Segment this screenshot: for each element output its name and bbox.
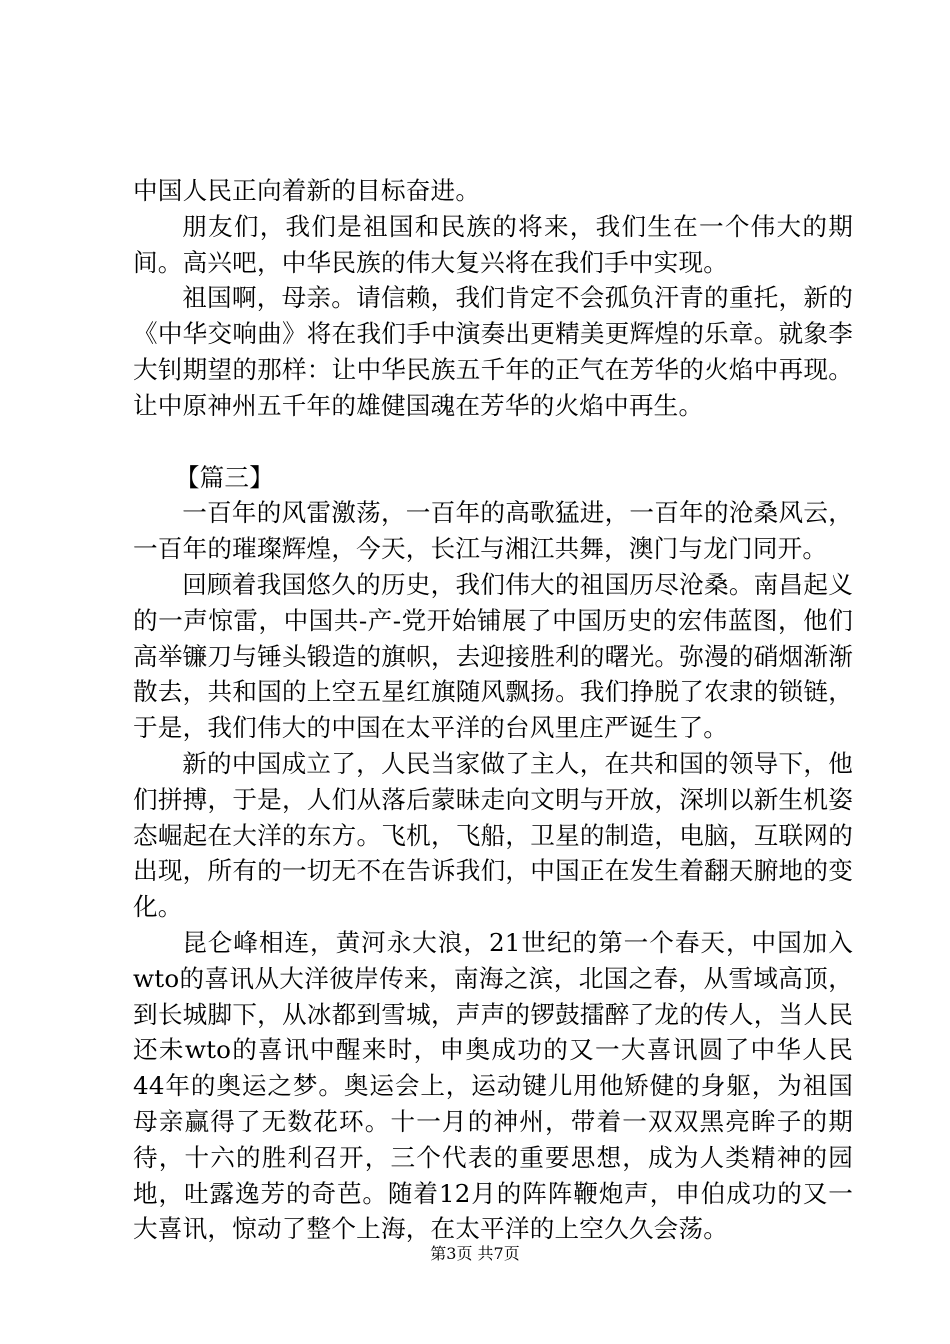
paragraph: 朋友们，我们是祖国和民族的将来，我们生在一个伟大的期间。高兴吧，中华民族的伟大复兴将在我们手中实现。: [133, 211, 853, 277]
page-footer: [0, 1244, 950, 1264]
paragraph: 一百年的风雷激荡，一百年的高歌猛进，一百年的沧桑风云，一百年的璀璨辉煌，今天，长江与湘江共舞，澳门与龙门同开。: [133, 498, 853, 564]
document-body: [133, 173, 853, 1247]
paragraph: 昆仑峰相连，黄河永大浪，21世纪的第一个春天，中国加入wto的喜讯从大洋彼岸传来，南海之滨，北国之春，从雪域高顶，到长城脚下，从冰都到雪城，声声的锣鼓擂醉了龙的传人，当人民还未wto的喜讯中醒来时，申奥成功的又一大喜讯圆了中华人民44年的奥运之梦。奥运会上，运动键儿用他矫健的身躯，为祖国母亲赢得了无数花环。十一月的神州，带着一双双黑亮眸子的期待，十六的胜利召开，三个代表的重要思想，成为人类精神的园地，吐露逸芳的奇芭。随着12月的阵阵鞭炮声，申伯成功的又一大喜讯，惊动了整个上海，在太平洋的上空久久会荡。: [133, 927, 853, 1244]
paragraph: 祖国啊，母亲。请信赖，我们肯定不会孤负汗青的重托，新的《中华交响曲》将在我们手中演奏出更精美更辉煌的乐章。就象李大钊期望的那样：让中华民族五千年的正气在芳华的火焰中再现。让中原神州五千年的雄健国魂在芳华的火焰中再生。: [133, 283, 853, 420]
paragraph: 回顾着我国悠久的历史，我们伟大的祖国历尽沧桑。南昌起义的一声惊雷，中国共-产-党开始铺展了中国历史的宏伟蓝图，他们高举镰刀与锤头锻造的旗帜，去迎接胜利的曙光。弥漫的硝烟渐渐散去，共和国的上空五星红旗随风飘扬。我们挣脱了农隶的锁链，于是，我们伟大的中国在太平洋的台风里庄严诞生了。: [133, 569, 853, 743]
paragraph: 新的中国成立了，人民当家做了主人，在共和国的领导下，他们拼搏，于是，人们从落后蒙昧走向文明与开放，深圳以新生机姿态崛起在大洋的东方。飞机，飞船，卫星的制造，电脑，互联网的出现，所有的一切无不在告诉我们，中国正在发生着翻天腑地的变化。: [133, 748, 853, 922]
paragraph-continued: 中国人民正向着新的目标奋进。: [133, 176, 481, 205]
section-heading: 【篇三】: [174, 462, 274, 492]
page-number-label: 第3页 共7页: [430, 1244, 520, 1263]
